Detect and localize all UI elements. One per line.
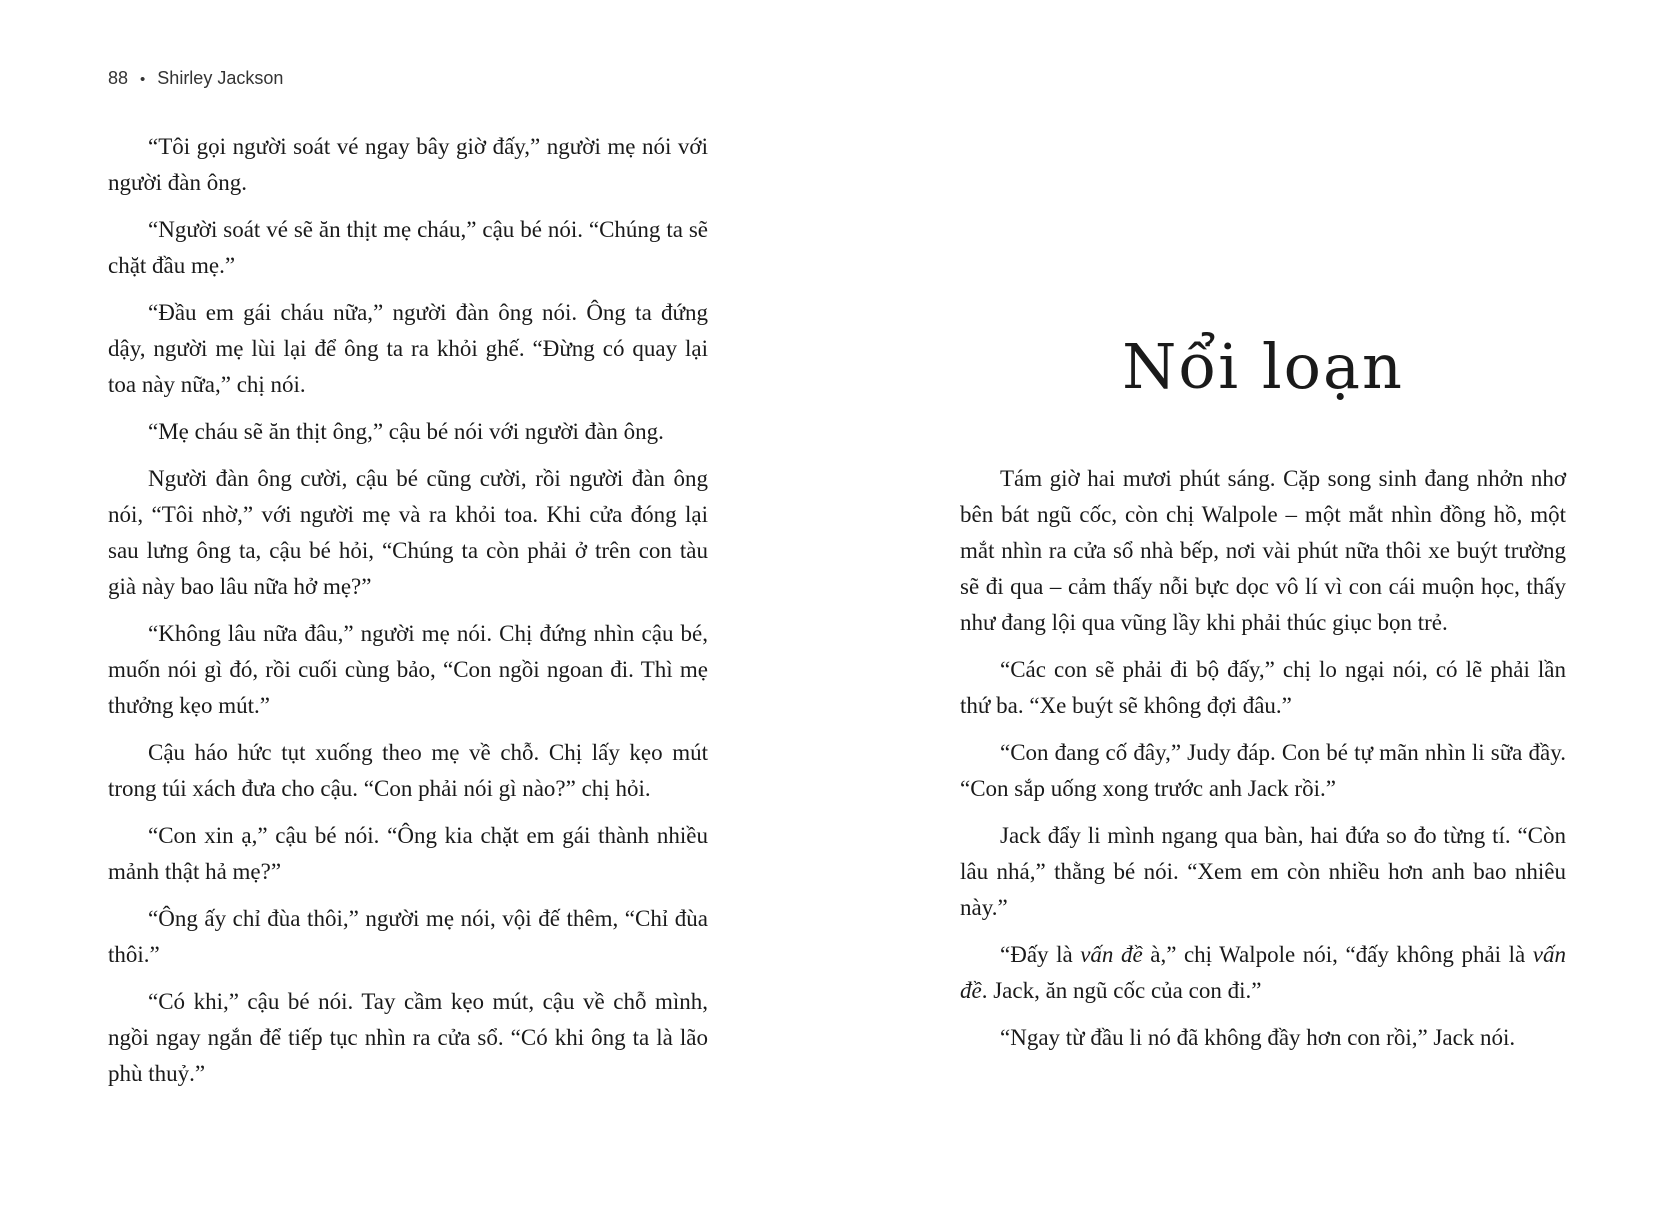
paragraph: “Con đang cố đây,” Judy đáp. Con bé tự mãn nhìn li sữa đầy. “Con sắp uống xong trước anh Jack rồi.” xyxy=(960,740,1566,801)
paragraph: Cậu háo hức tụt xuống theo mẹ về chỗ. Chị lấy kẹo mút trong túi xách đưa cho cậu. “Con phải nói gì nào?” chị hỏi. xyxy=(108,740,708,801)
left-page-text xyxy=(108,129,708,1103)
running-header xyxy=(108,68,283,89)
italic-phrase: vấn đề xyxy=(960,942,1566,1003)
paragraph: “Con xin ạ,” cậu bé nói. “Ông kia chặt em gái thành nhiều mảnh thật hả mẹ?” xyxy=(108,823,708,884)
text-run: “Đấy là xyxy=(1000,942,1081,967)
paragraph: “Có khi,” cậu bé nói. Tay cầm kẹo mút, cậu về chỗ mình, ngồi ngay ngắn để tiếp tục nhìn ra cửa sổ. “Có khi ông ta là lão phù thuỷ.” xyxy=(108,989,708,1086)
paragraph: Người đàn ông cười, cậu bé cũng cười, rồi người đàn ông nói, “Tôi nhờ,” với người mẹ và ra khỏi toa. Khi cửa đóng lại sau lưng ông ta, cậu bé hỏi, “Chúng ta còn phải ở trên con tàu già này bao lâu nữa hở mẹ?” xyxy=(108,466,708,599)
page-number: 88 xyxy=(108,68,129,88)
right-page-text xyxy=(960,461,1566,1067)
text-run: à,” chị Walpole nói, “đấy không phải là xyxy=(1142,942,1533,967)
header-separator: • xyxy=(140,71,146,88)
paragraph: “Ngay từ đầu li nó đã không đầy hơn con rồi,” Jack nói. xyxy=(1000,1025,1516,1050)
paragraph-with-italics xyxy=(960,937,1566,1009)
paragraph: “Người soát vé sẽ ăn thịt mẹ cháu,” cậu bé nói. “Chúng ta sẽ chặt đầu mẹ.” xyxy=(108,217,708,278)
paragraph: “Không lâu nữa đâu,” người mẹ nói. Chị đứng nhìn cậu bé, muốn nói gì đó, rồi cuối cùng bảo, “Con ngồi ngoan đi. Thì mẹ thưởng kẹo mút.” xyxy=(108,621,708,718)
italic-phrase: vấn đề xyxy=(1080,942,1143,967)
paragraph: “Ông ấy chỉ đùa thôi,” người mẹ nói, vội đế thêm, “Chỉ đùa thôi.” xyxy=(108,906,708,967)
paragraph: “Tôi gọi người soát vé ngay bây giờ đấy,” người mẹ nói với người đàn ông. xyxy=(108,134,708,195)
paragraph: “Mẹ cháu sẽ ăn thịt ông,” cậu bé nói với người đàn ông. xyxy=(148,419,664,444)
text-run: . Jack, ăn ngũ cốc của con đi.” xyxy=(981,978,1262,1003)
paragraph: “Các con sẽ phải đi bộ đấy,” chị lo ngại nói, có lẽ phải lần thứ ba. “Xe buýt sẽ không đợi đâu.” xyxy=(960,657,1566,718)
paragraph: “Đầu em gái cháu nữa,” người đàn ông nói. Ông ta đứng dậy, người mẹ lùi lại để ông ta ra khỏi ghế. “Đừng có quay lại toa này nữa,” chị nói. xyxy=(108,300,708,397)
paragraph: Jack đẩy li mình ngang qua bàn, hai đứa so đo từng tí. “Còn lâu nhá,” thằng bé nói. “Xem em còn nhiều hơn anh bao nhiêu này.” xyxy=(960,823,1566,920)
author-name: Shirley Jackson xyxy=(157,68,284,88)
paragraph: Tám giờ hai mươi phút sáng. Cặp song sinh đang nhởn nhơ bên bát ngũ cốc, còn chị Walpole – một mắt nhìn đồng hồ, một mắt nhìn ra cửa sổ nhà bếp, nơi vài phút nữa thôi xe buýt trường sẽ đi qua – cảm thấy nỗi bực dọc vô lí vì con cái muộn học, thấy như đang lội qua vũng lầy khi phải thúc giục bọn trẻ. xyxy=(960,466,1566,635)
chapter-title: Nổi loạn xyxy=(1122,330,1404,403)
